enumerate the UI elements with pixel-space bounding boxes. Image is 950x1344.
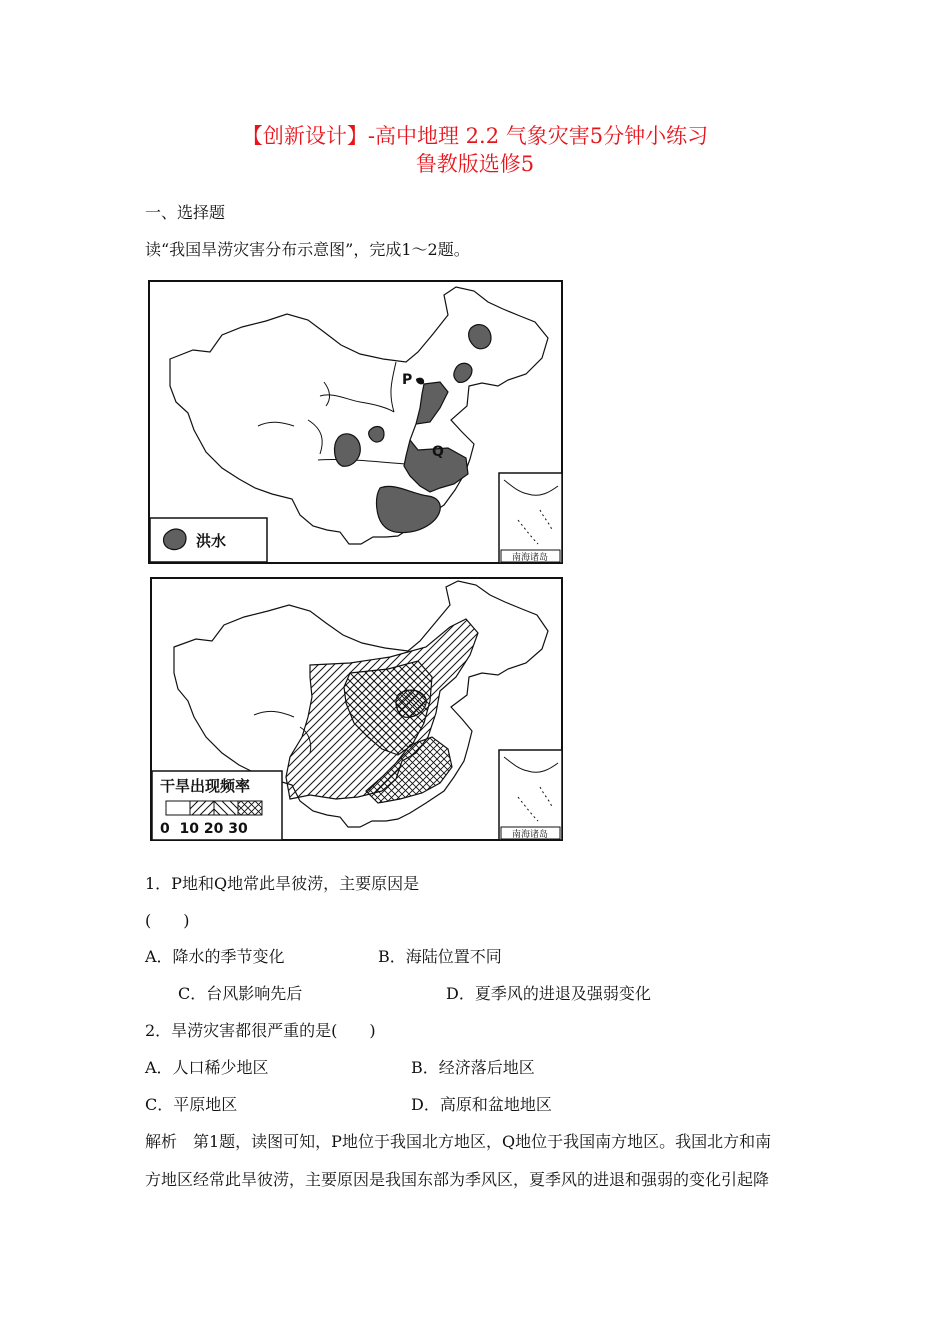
question-1-option-c: C．台风影响先后 [178,984,303,1003]
question-1-option-d: D．夏季风的进退及强弱变化 [446,984,651,1003]
drought-legend [152,771,282,840]
question-1-option-a: A．降水的季节变化 [145,947,285,966]
flood-legend-label: 洪水 [196,532,227,550]
question-1-option-b: B．海陆位置不同 [378,947,502,966]
drought-legend-scale: 0 10 20 30 [160,821,248,837]
question-2-option-c: C．平原地区 [145,1095,238,1114]
inset-label: 南海诸岛 [511,830,549,840]
question-2-option-a: A．人口稀少地区 [145,1058,269,1077]
flood-distribution-map [148,280,564,565]
legend-swatch-30 [238,801,262,815]
question-1-blank: ( ) [145,911,190,930]
document-title-line2: 鲁教版选修5 [415,152,535,176]
legend-swatch-20 [214,801,238,815]
inset-label: 南海诸岛 [511,553,549,563]
question-2-option-d: D．高原和盆地地区 [411,1095,552,1114]
intro-text: 读“我国旱涝灾害分布示意图”，完成1～2题。 [145,240,470,259]
drought-frequency-map [150,577,564,842]
question-1-stem: 1．P地和Q地常此旱彼涝，主要原因是 [145,874,420,893]
label-q: Q [432,444,444,460]
label-p: P [402,372,413,388]
section-heading: 一、选择题 [145,203,226,222]
south-china-sea-inset [499,473,562,563]
south-china-sea-inset [499,750,562,840]
question-2-stem: 2．旱涝灾害都很严重的是( ) [145,1021,376,1040]
analysis-line-1: 解析 第1题，读图可知，P地位于我国北方地区，Q地位于我国南方地区。我国北方和南 [145,1132,772,1151]
analysis-line-2: 方地区经常此旱彼涝，主要原因是我国东部为季风区，夏季风的进退和强弱的变化引起降 [145,1170,770,1189]
drought-legend-title: 干旱出现频率 [160,777,251,795]
legend-swatch-10 [190,801,214,815]
flood-legend [150,518,267,562]
flood-legend-swatch [164,529,187,549]
document-title-line1: 【创新设计】-高中地理 2.2 气象灾害5分钟小练习 [241,124,709,148]
question-2-option-b: B．经济落后地区 [411,1058,535,1077]
legend-swatch-0 [166,801,190,815]
